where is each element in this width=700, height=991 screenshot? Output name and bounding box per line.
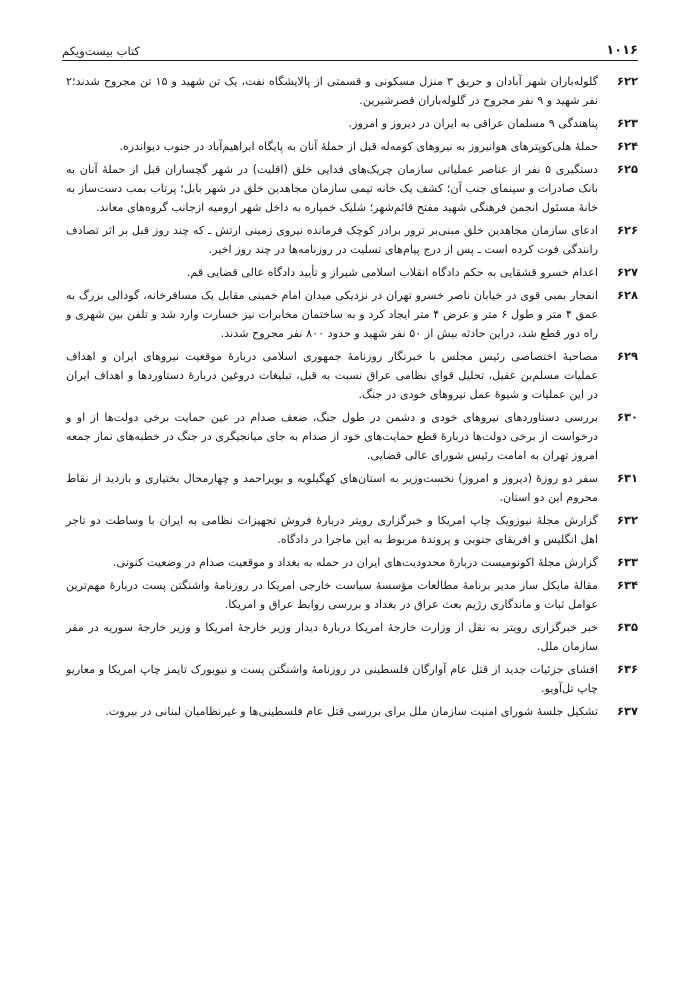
entry-text: مقالهٔ مایکل ساز مدیر برنامهٔ مطالعات مؤسسهٔ سیاست خارجی امریکا در روزنامهٔ واشنگتن پست دربارهٔ مهم‌ترین عوامل ثبات و ماندگاری رژیم بعث عراق در بغداد و بررسی روابط عراق و امریکا. — [66, 579, 598, 611]
chronology-entry — [66, 160, 638, 217]
entry-number: ۶۳۶ — [616, 662, 638, 676]
entry-text: سفر دو روزهٔ (دیروز و امروز) نخست‌وزیر به استان‌های کهگیلویه و بویراحمد و چهارمحال بختیاری و بازدید از نقاط محروم این دو استان. — [66, 472, 598, 504]
entry-number: ۶۳۰ — [616, 410, 638, 424]
entry-number: ۶۳۱ — [616, 471, 638, 485]
chronology-entries — [66, 72, 638, 725]
entry-number: ۶۲۵ — [616, 162, 638, 176]
entry-number: ۶۳۳ — [616, 555, 638, 569]
entry-text: پناهندگی ۹ مسلمان عراقی به ایران در دیروز و امروز. — [348, 117, 598, 130]
entry-number: ۶۲۸ — [616, 288, 638, 302]
chronology-entry — [66, 469, 638, 507]
chronology-entry — [66, 221, 638, 259]
entry-number: ۶۲۳ — [616, 116, 638, 130]
book-title: کتاب بیست‌ویکم — [62, 44, 140, 58]
entry-number: ۶۲۲ — [616, 74, 638, 88]
chronology-entry — [66, 286, 638, 343]
entry-text: بررسی دستاوردهای نیروهای خودی و دشمن در طول جنگ، ضعف صدام در عین حمایت برخی دولت‌ها از او و درخواست از برخی دولت‌ها دربارهٔ قطع حمایت‌های خود از صدام به جای میانجیگری در جنگ در خطبه‌های نماز جمعه امروز تهران به امامت رئیس شورای عالی قضایی. — [66, 411, 598, 462]
chronology-entry — [66, 576, 638, 614]
chronology-entry — [66, 553, 638, 572]
entry-text: انفجار بمبی قوی در خیابان ناصر خسرو تهران در نزدیکی میدان امام خمینی مقابل یک مسافرخانه، گودالی بزرگ به عمق ۴ متر و طول ۶ متر و عرض ۴ متر ایجاد کرد و به ساختمان مخابرات نیز خسارت وارد شد و تلفن بین شهری و راه دور قطع شد، دراین حادثه بیش از ۵۰ نفر شهید و حدود ۸۰۰ نفر مجروح شدند. — [66, 289, 599, 340]
chronology-entry — [66, 72, 638, 110]
chronology-entry — [66, 511, 638, 549]
entry-number: ۶۲۹ — [616, 349, 638, 363]
page-number: ۱۰۱۶ — [606, 43, 638, 58]
entry-text: حملهٔ هلی‌کوپترهای هوانیروز به نیروهای کومه‌له قبل از حملهٔ آنان به پایگاه ابراهیم‌آباد در جنوب دیواندره. — [119, 140, 598, 153]
entry-text: ادعای سازمان مجاهدین خلق مبنی‌بر ترور برادر کوچک فرمانده نیروی زمینی ارتش ـ که چند روز قبل بر اثر تصادف رانندگی فوت کرده است ـ پس از درج پیام‌های تسلیت در روزنامه‌ها در چند روز اخیر. — [66, 224, 598, 256]
entry-number: ۶۳۷ — [616, 704, 638, 718]
entry-number: ۶۲۷ — [616, 265, 638, 279]
chronology-entry — [66, 114, 638, 133]
entry-text: دستگیری ۵ نفر از عناصر عملیاتی سازمان چریک‌های فدایی خلق (اقلیت) در شهر گچساران قبل از حملهٔ آنان به بانک صادرات و سینمای جنب آن؛ کشف یک خانه تیمی سازمان مجاهدین خلق در شهر بابل؛ پرتاب بمب دست‌ساز به خانهٔ مسئول انجمن فرهنگی شهید مفتح قائم‌شهر؛ شلیک خمپاره به داخل شهر ارومیه ازجانب گروه‌های معاند. — [66, 163, 598, 214]
entry-number: ۶۳۲ — [616, 513, 638, 527]
entry-text: اعدام خسرو قشقایی به حکم دادگاه انقلاب اسلامی شیراز و تأیید دادگاه عالی قضایی قم. — [186, 266, 598, 279]
chronology-entry — [66, 137, 638, 156]
entry-text: گزارش مجلهٔ اکونومیست دربارهٔ محدودیت‌های ایران در حمله به بغداد و موقعیت صدام در وضعیت کنونی. — [112, 556, 598, 569]
entry-number: ۶۳۵ — [616, 620, 638, 634]
entry-text: گزارش مجلهٔ نیوزویک چاپ امریکا و خبرگزاری رویتر دربارهٔ فروش تجهیزات نظامی به ایران با وساطت دو تاجر اهل انگلیس و افریقای جنوبی و پروندهٔ مربوط به این ماجرا در دادگاه. — [66, 514, 598, 546]
chronology-entry — [66, 263, 638, 282]
entry-text: مصاحبهٔ اختصاصی رئیس مجلس با خبرنگار روزنامهٔ جمهوری اسلامی دربارهٔ موقعیت نیروهای ایران و اهداف عملیات مسلم‌بن عقیل، تحلیل قوای نظامی عراق نسبت به قبل، تبلیغات دروغین دربارهٔ دستاوردها و اهداف ایران در این عملیات و شیوهٔ عمل نیروهای خودی در جنگ. — [66, 350, 598, 401]
entry-text: خبر خبرگزاری رویتر به نقل از وزارت خارجهٔ امریکا دربارهٔ دیدار وزیر خارجهٔ امریکا و وزیر خارجهٔ سوریه در مقر سازمان ملل. — [66, 621, 598, 653]
chronology-entry — [66, 347, 638, 404]
page-header — [62, 36, 638, 61]
entry-number: ۶۲۴ — [616, 139, 638, 153]
entry-text: افشای جزئیات جدید از قتل عام آوارگان فلسطینی در روزنامهٔ واشنگتن پست و نیویورک تایمز چاپ امریکا و معاریو چاپ تل‌آویو. — [66, 663, 598, 695]
chronology-entry — [66, 618, 638, 656]
chronology-entry — [66, 408, 638, 465]
entry-number: ۶۲۶ — [616, 223, 638, 237]
entry-number: ۶۳۴ — [616, 578, 638, 592]
chronology-entry — [66, 660, 638, 698]
chronology-entry — [66, 702, 638, 721]
entry-text: تشکیل جلسهٔ شورای امنیت سازمان ملل برای بررسی قتل عام فلسطینی‌ها و غیرنظامیان لبنانی در بیروت. — [105, 705, 598, 718]
entry-text: گلوله‌باران شهر آبادان و حریق ۳ منزل مسکونی و قسمتی از پالایشگاه نفت، یک تن شهید و ۱۵ تن مجروح شدند؛۲ نفر شهید و ۹ نفر مجروح در گلوله‌باران قصرشیرین. — [66, 75, 598, 107]
